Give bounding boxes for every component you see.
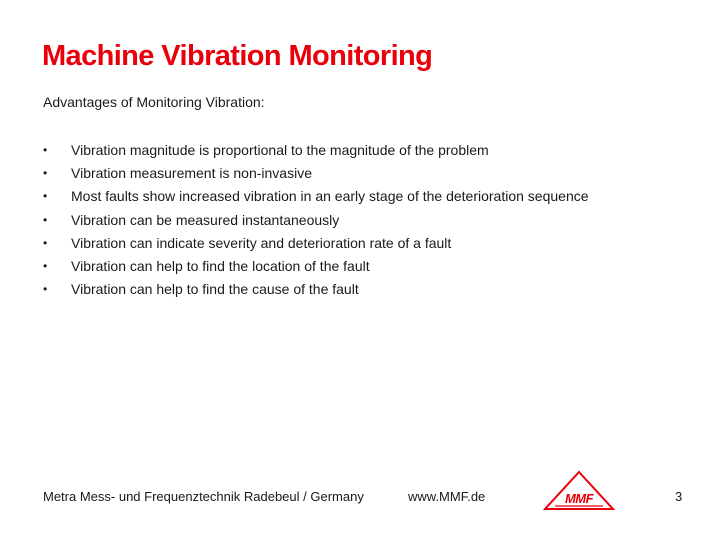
bullet-text: Vibration can be measured instantaneously [71, 211, 340, 228]
bullet-icon: • [43, 212, 48, 227]
slide-title: Machine Vibration Monitoring [42, 40, 433, 72]
logo-text: MMF [564, 491, 594, 506]
footer-company: Metra Mess- und Frequenztechnik Radebeul / Germany [43, 489, 364, 504]
bullet-icon: • [43, 166, 48, 181]
footer-url: www.MMF.de [408, 489, 486, 504]
bullet-icon: • [43, 235, 48, 250]
mmf-logo [543, 470, 615, 510]
bullet-text: Vibration can indicate severity and deterioration rate of a fault [71, 234, 452, 251]
bullet-text: Most faults show increased vibration in an early stage of the deterioration sequence [71, 188, 589, 205]
slide-subtitle: Advantages of Monitoring Vibration: [43, 94, 265, 110]
bullet-icon: • [43, 189, 48, 204]
bullet-text: Vibration magnitude is proportional to the magnitude of the problem [71, 142, 489, 158]
page-number: 3 [675, 489, 683, 504]
bullet-icon: • [43, 282, 48, 297]
bullet-icon: • [43, 258, 48, 273]
bullet-icon: • [43, 143, 48, 157]
bullet-text: Vibration measurement is non-invasive [71, 165, 312, 182]
bullet-text: Vibration can help to find the location of the fault [71, 257, 370, 274]
bullet-text: Vibration can help to find the cause of the fault [71, 281, 359, 298]
